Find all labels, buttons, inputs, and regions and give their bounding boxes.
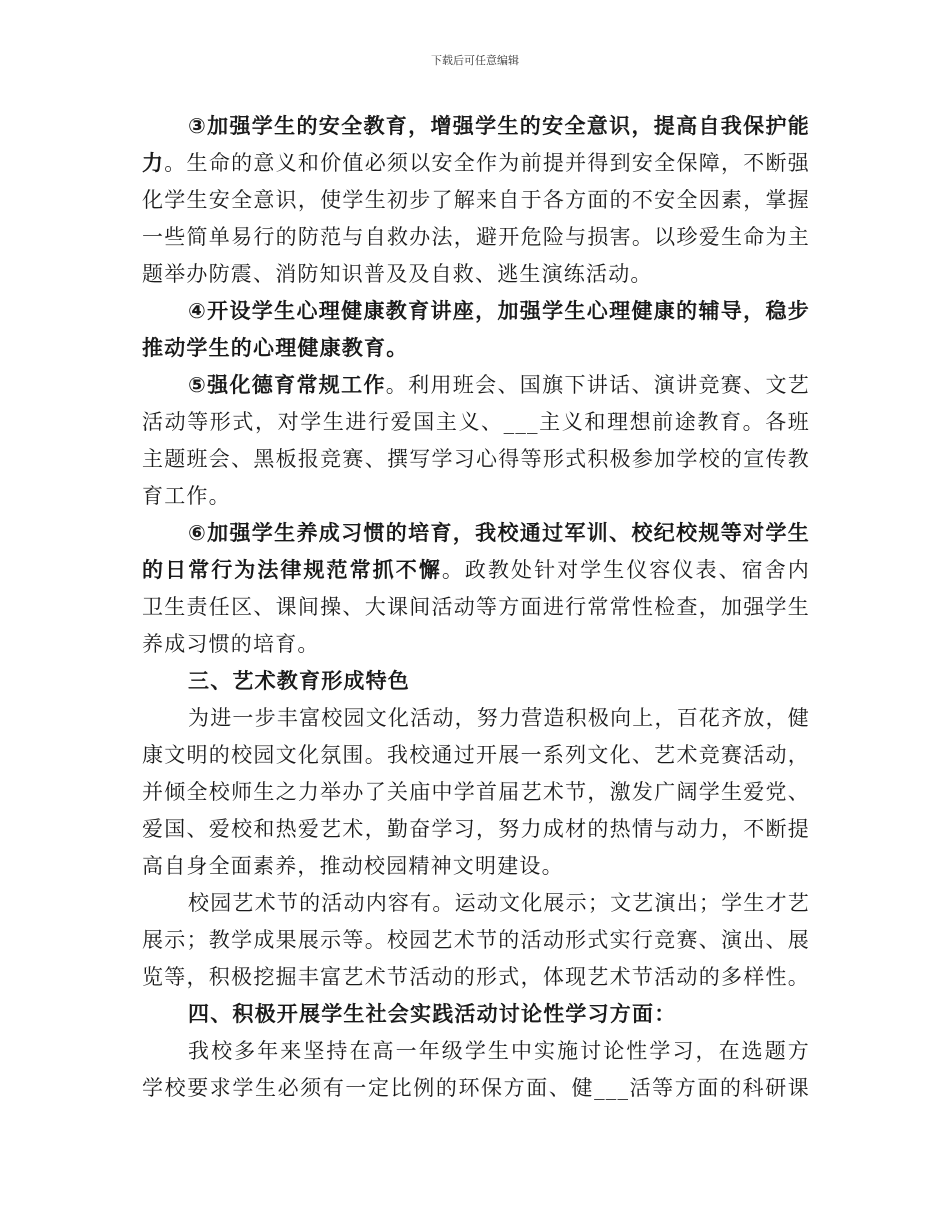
p7-line-1: 为进一步丰富校园文化活动，努力营造积极向上，百花齐放，健 [188, 706, 810, 730]
p5-line-3: 主题班会、黑板报竞赛、撰写学习心得等形式积极参加学校的宣传教 [142, 447, 810, 471]
p9-line-2: 学校要求学生必须有一定比例的环保方面、健___活等方面的科研课 [142, 1076, 810, 1100]
p3-line-2-bold: 力 [142, 151, 165, 175]
p9-line-1: 我校多年来坚持在高一年级学生中实施讨论性学习，在选题方 [188, 1039, 810, 1063]
page-header: 下载后可任意编辑 [431, 54, 519, 67]
p8-line-2: 展示；教学成果展示等。校园艺术节的活动形式实行竞赛、演出、展 [142, 928, 810, 952]
p3-line-4: 一些简单易行的防范与自救办法，避开危险与损害。以珍爱生命为主 [142, 225, 810, 249]
p4-line-2: 推动学生的心理健康教育。 [142, 336, 409, 360]
section-heading-4: 四、积极开展学生社会实践活动讨论性学习方面： [188, 1002, 677, 1026]
p8-line-3: 览等，积极挖掘丰富艺术节活动的形式，体现艺术节活动的多样性。 [142, 965, 810, 989]
document-body [142, 108, 810, 1107]
p7-line-5: 高自身全面素养，推动校园精神文明建设。 [142, 854, 564, 878]
p7-line-2: 康文明的校园文化氛围。我校通过开展一系列文化、艺术竞赛活动， [142, 743, 810, 767]
p5-line-1-bold: ⑤强化德育常规工作 [188, 373, 386, 397]
p6-line-2 [142, 552, 810, 589]
p5-line-2: 活动等形式，对学生进行爱国主义、___主义和理想前途教育。各班 [142, 410, 810, 434]
p3-line-3: 化学生安全意识，使学生初步了解来自于各方面的不安全因素，掌握 [142, 188, 810, 212]
p5-line-1-rest: 。利用班会、国旗下讲话、演讲竞赛、文艺 [385, 373, 810, 397]
p3-line-1: ③加强学生的安全教育，增强学生的安全意识，提高自我保护能 [188, 114, 810, 138]
p8-line-1: 校园艺术节的活动内容有。运动文化展示；文艺演出；学生才艺 [188, 891, 810, 915]
p3-line-2 [142, 145, 810, 182]
p5-line-1 [142, 367, 810, 404]
section-heading-3: 三、艺术教育形成特色 [188, 669, 410, 693]
p7-line-4: 爱国、爱校和热爱艺术，勤奋学习，努力成材的热情与动力，不断提 [142, 817, 810, 841]
p3-line-2-rest: 。生命的意义和价值必须以安全作为前提并得到安全保障，不断强 [164, 151, 810, 175]
p7-line-3: 并倾全校师生之力举办了关庙中学首届艺术节，激发广阔学生爱党、 [142, 780, 810, 804]
p6-line-2-rest: 。政教处针对学生仪容仪表、宿舍内 [441, 558, 810, 582]
p6-line-2-bold: 的日常行为法律规范常抓不懈 [142, 558, 442, 582]
p6-line-1: ⑥加强学生养成习惯的培育，我校通过军训、校纪校规等对学生 [188, 521, 810, 545]
p3-line-5: 题举办防震、消防知识普及及自救、逃生演练活动。 [142, 262, 653, 286]
p6-line-3: 卫生责任区、课间操、大课间活动等方面进行常常性检查，加强学生 [142, 595, 810, 619]
p4-line-1: ④开设学生心理健康教育讲座，加强学生心理健康的辅导，稳步 [188, 299, 810, 323]
p6-line-4: 养成习惯的培育。 [142, 632, 320, 656]
p5-line-4: 育工作。 [142, 484, 231, 508]
